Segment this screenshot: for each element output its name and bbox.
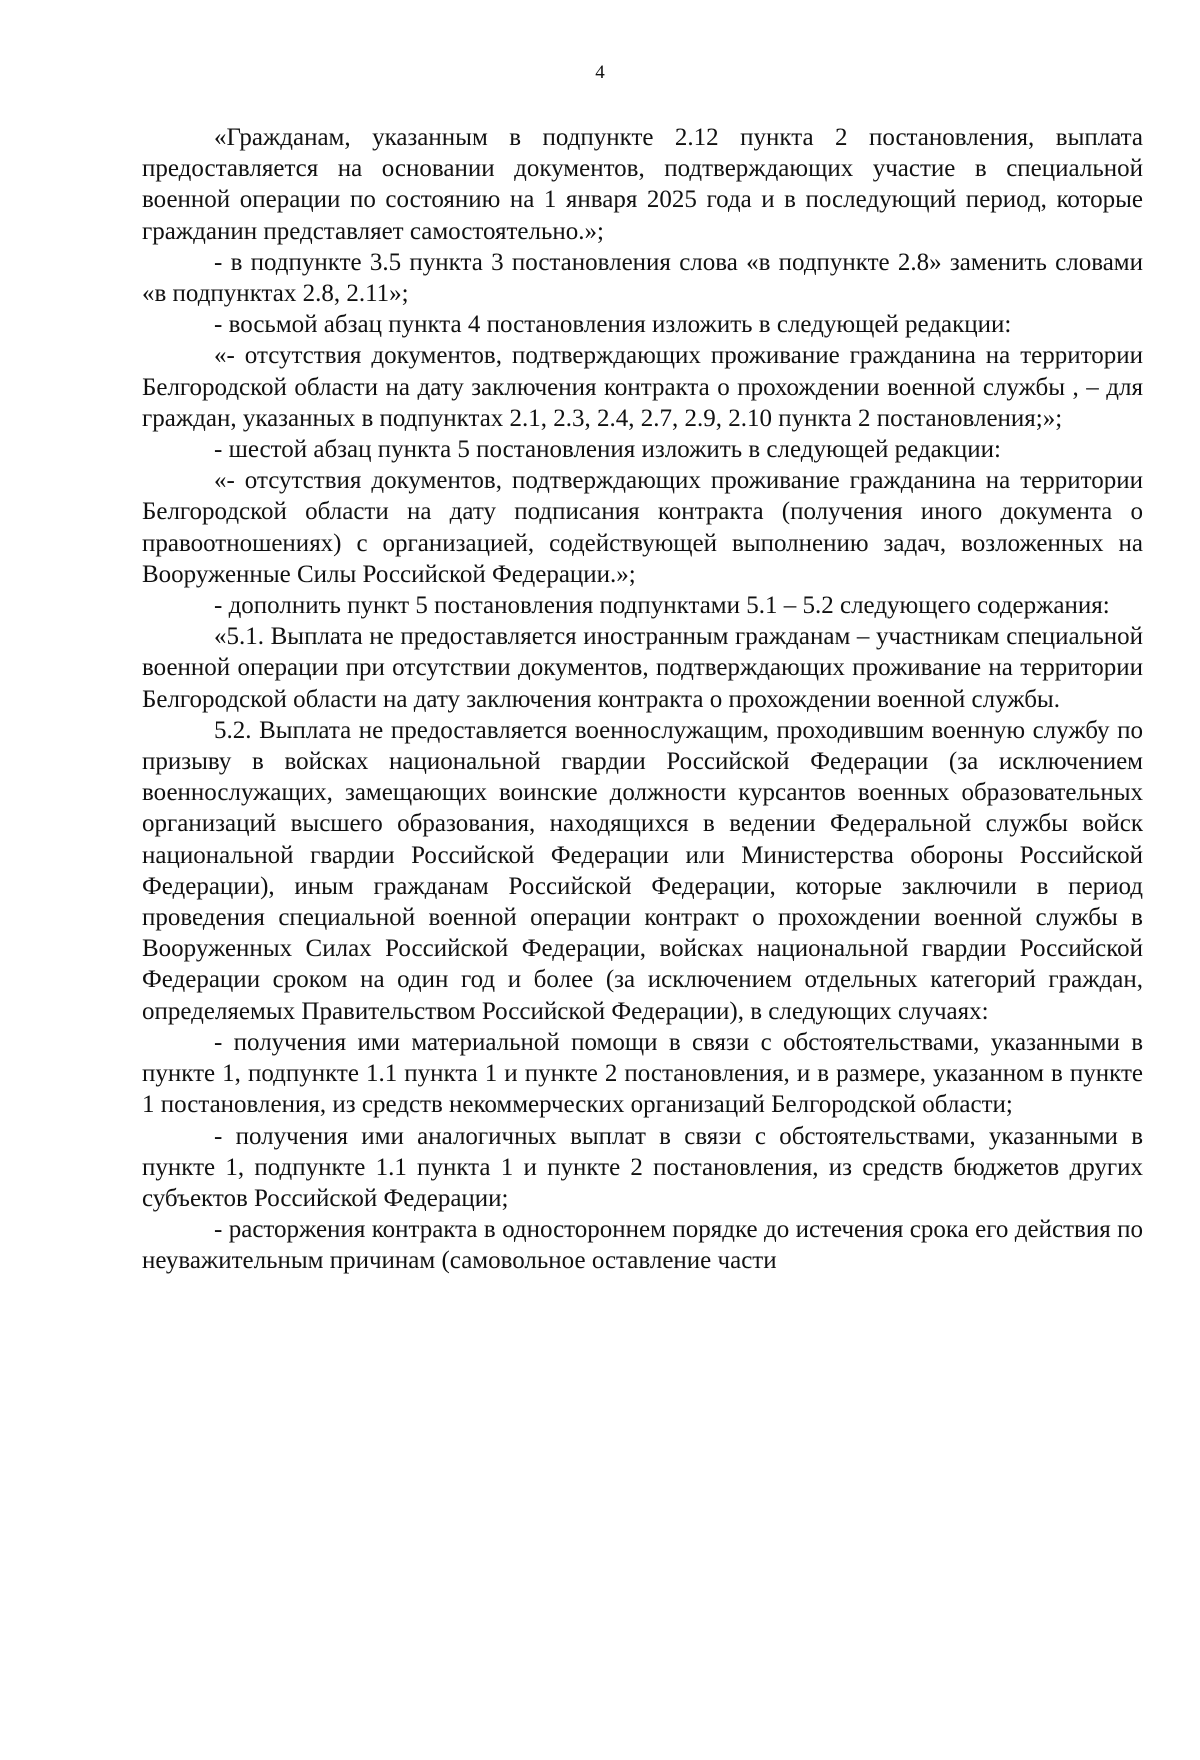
paragraph-quote-absence-documents-1: «- отсутствия документов, подтверждающих проживание гражданина на территории Белгородской области на дату заключения контракта о прохождении военной службы , – для граждан, указанных в подпунктах 2.1, 2.3, 2.4, 2.7, 2.9, 2.10 пункта 2 постановления;»; [142,342,1143,432]
paragraph-add-subpoints: - дополнить пункт 5 постановления подпунктами 5.1 – 5.2 следующего содержания: [214,592,1110,620]
paragraph-subpoint-5-1: «5.1. Выплата не предоставляется иностранным гражданам – участникам специальной военной операции при отсутствии документов, подтверждающих проживание на территории Белгородской области на дату заключения контракта о прохождении военной службы. [142,623,1143,713]
paragraph-point-4-eighth: - восьмой абзац пункта 4 постановления изложить в следующей редакции: [214,311,1012,339]
paragraph-case-material-aid: - получения ими материальной помощи в связи с обстоятельствами, указанными в пункте 1, подпункте 1.1 пункта 1 и пункте 2 постановления, и в размере, указанном в пункте 1 постановления, из средств некоммерческих организаций Белгородской области; [142,1028,1143,1119]
document-body [142,122,1143,1277]
paragraph-subpoint-5-2: 5.2. Выплата не предоставляется военнослужащим, проходившим военную службу по призыву в войсках национальной гвардии Российской Федерации (за исключением военнослужащих, замещающих воинские должности курсантов военных образовательных организаций высшего образования, находящихся в ведении Федеральной службы войск национальной гвардии Российской Федерации или Министерства обороны Российской Федерации), иным гражданам Российской Федерации, которые заключили в период проведения специальной военной операции контракт о прохождении военной службы в Вооруженных Силах Российской Федерации, войсках национальной гвардии Российской Федерации сроком на один год и более (за исключением отдельных категорий граждан, определяемых Правительством Российской Федерации), в следующих случаях: [142,716,1143,1025]
paragraph-case-similar-payments: - получения ими аналогичных выплат в связи с обстоятельствами, указанными в пункте 1, подпункте 1.1 пункта 1 и пункте 2 постановления, из средств бюджетов других субъектов Российской Федерации; [142,1122,1143,1212]
page-number: 4 [595,62,605,83]
paragraph-subpoint-3-5: - в подпункте 3.5 пункта 3 постановления слова «в подпункте 2.8» заменить словами «в подпунктах 2.8, 2.11»; [142,248,1143,308]
paragraph-quote-absence-documents-2: «- отсутствия документов, подтверждающих проживание гражданина на территории Белгородской области на дату подписания контракта (получения иного документа о правоотношениях) с организацией, содействующей выполнению задач, возложенных на Вооруженные Силы Российской Федерации.»; [142,467,1143,588]
paragraph-point-5-sixth: - шестой абзац пункта 5 постановления изложить в следующей редакции: [214,436,1001,464]
paragraph-quote-citizens-2-12: «Гражданам, указанным в подпункте 2.12 пункта 2 постановления, выплата предоставляется на основании документов, подтверждающих участие в специальной военной операции по состоянию на 1 января 2025 года и в последующий период, которые гражданин представляет самостоятельно.»; [142,124,1143,245]
paragraph-case-contract-termination: - расторжения контракта в одностороннем порядке до истечения срока его действия по неуважительным причинам (самовольное оставление части [142,1216,1143,1275]
